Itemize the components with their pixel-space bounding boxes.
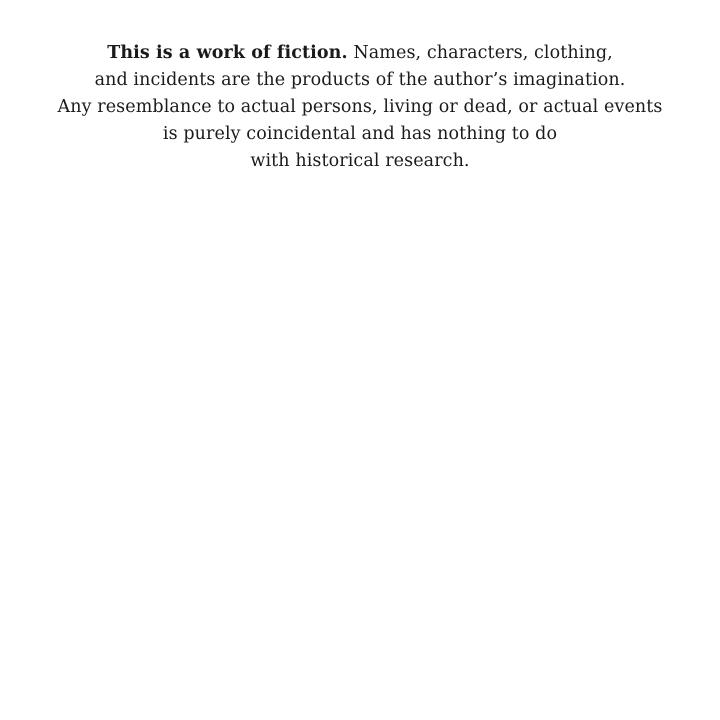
fiction-disclaimer: [0, 40, 720, 175]
disclaimer-line-1-text: Names, characters, clothing,: [347, 43, 613, 63]
disclaimer-line-5: with historical research.: [250, 151, 470, 171]
disclaimer-line-1: [0, 40, 720, 67]
disclaimer-line-2: and incidents are the products of the author’s imagination.: [94, 70, 626, 90]
disclaimer-lead: This is a work of fiction.: [107, 43, 348, 63]
disclaimer-line-4: is purely coincidental and has nothing to do: [162, 124, 558, 144]
disclaimer-line-3: Any resemblance to actual persons, living or dead, or actual events: [57, 97, 663, 117]
